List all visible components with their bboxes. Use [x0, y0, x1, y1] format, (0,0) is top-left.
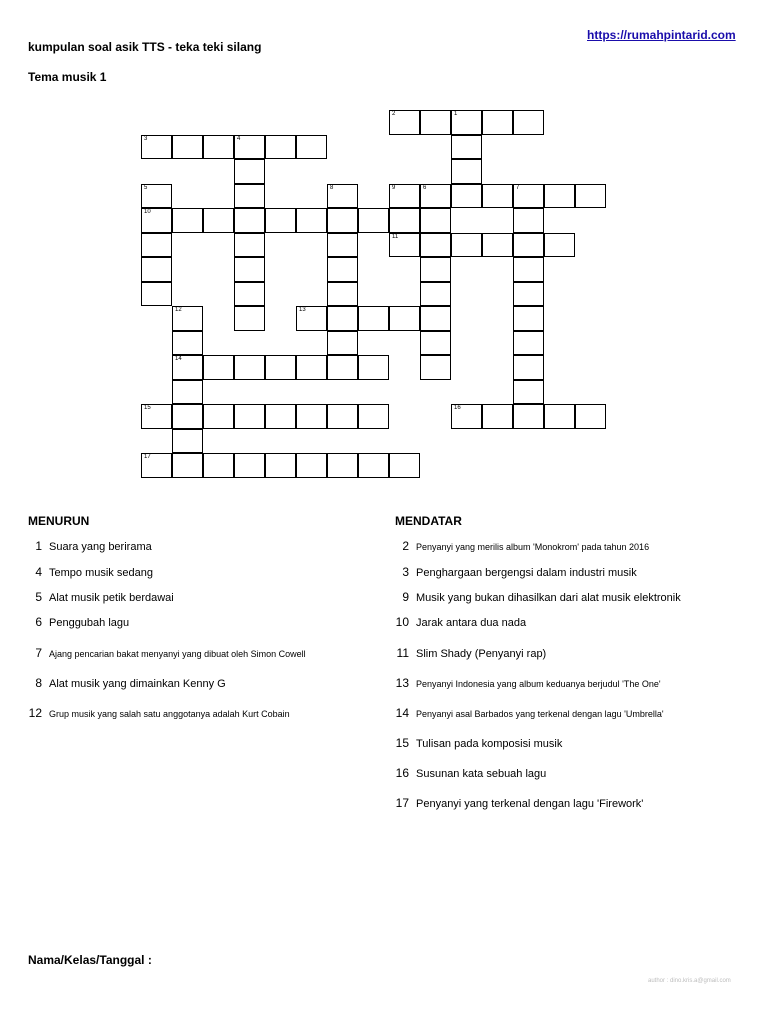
- crossword-cell[interactable]: [234, 306, 265, 331]
- crossword-cell[interactable]: [482, 404, 513, 429]
- crossword-cell[interactable]: [265, 135, 296, 160]
- cell-number: 10: [144, 209, 151, 215]
- cell-number: 6: [423, 184, 427, 191]
- crossword-cell[interactable]: [141, 257, 172, 282]
- clue-text: Grup musik yang salah satu anggotanya adalah Kurt Cobain: [49, 709, 290, 719]
- clue-item: [395, 590, 681, 604]
- crossword-cell[interactable]: [296, 355, 327, 380]
- cell-number: 16: [454, 405, 461, 411]
- clue-number: 17: [395, 796, 409, 810]
- cell-number: 1: [454, 111, 458, 117]
- clue-text: Tulisan pada komposisi musik: [416, 738, 563, 750]
- crossword-cell[interactable]: [451, 404, 482, 429]
- cell-number: 7: [516, 184, 520, 191]
- crossword-cell[interactable]: [234, 135, 265, 160]
- crossword-cell[interactable]: [420, 208, 451, 233]
- crossword-cell[interactable]: [141, 404, 172, 429]
- across-heading: MENDATAR: [395, 514, 462, 528]
- crossword-cell[interactable]: [172, 453, 203, 478]
- crossword-cell[interactable]: [296, 404, 327, 429]
- crossword-cell[interactable]: [141, 135, 172, 160]
- crossword-cell[interactable]: [265, 208, 296, 233]
- clue-text: Penyanyi yang terkenal dengan lagu 'Firework': [416, 798, 644, 810]
- cell-number: 14: [175, 356, 182, 362]
- clue-text: Jarak antara dua nada: [416, 617, 527, 629]
- cell-number: 17: [144, 454, 151, 460]
- crossword-cell[interactable]: [451, 184, 482, 209]
- crossword-cell[interactable]: [482, 184, 513, 209]
- clue-item: [28, 590, 174, 604]
- crossword-cell[interactable]: [327, 233, 358, 258]
- crossword-cell[interactable]: [172, 306, 203, 331]
- clue-number: 9: [402, 590, 409, 604]
- crossword-cell[interactable]: [420, 306, 451, 331]
- clue-number: 5: [35, 590, 42, 604]
- crossword-cell[interactable]: [327, 257, 358, 282]
- crossword-cell[interactable]: [203, 208, 234, 233]
- clue-item: [395, 646, 546, 660]
- crossword-cell[interactable]: [141, 233, 172, 258]
- clue-item: [28, 615, 129, 629]
- clue-text: Penggubah lagu: [49, 617, 130, 629]
- clue-number: 11: [396, 646, 409, 660]
- crossword-cell[interactable]: [296, 208, 327, 233]
- crossword-grid: [141, 110, 621, 480]
- clue-text: Ajang pencarian bakat menyanyi yang dibuat oleh Simon Cowell: [49, 649, 306, 659]
- crossword-cell[interactable]: [513, 404, 544, 429]
- crossword-cell[interactable]: [234, 282, 265, 307]
- crossword-cell[interactable]: [420, 355, 451, 380]
- cell-number: 15: [144, 405, 151, 411]
- crossword-cell[interactable]: [389, 233, 420, 258]
- clue-item: [28, 646, 306, 660]
- crossword-cell[interactable]: [327, 453, 358, 478]
- cell-number: 8: [330, 184, 334, 191]
- clue-text: Musik yang bukan dihasilkan dari alat musik elektronik: [416, 592, 681, 604]
- clue-number: 14: [395, 706, 409, 720]
- cell-number: 5: [144, 184, 148, 191]
- crossword-cell[interactable]: [172, 404, 203, 429]
- clue-number: 15: [395, 736, 409, 750]
- cell-number: 9: [392, 184, 396, 191]
- crossword-cell[interactable]: [296, 135, 327, 160]
- crossword-cell[interactable]: [296, 306, 327, 331]
- clue-text: Alat musik yang dimainkan Kenny G: [49, 678, 226, 690]
- crossword-cell[interactable]: [203, 135, 234, 160]
- crossword-cell[interactable]: [234, 404, 265, 429]
- clue-item: [28, 676, 226, 690]
- crossword-cell[interactable]: [575, 404, 606, 429]
- crossword-cell[interactable]: [172, 355, 203, 380]
- clue-text: Susunan kata sebuah lagu: [416, 768, 547, 780]
- crossword-cell[interactable]: [296, 453, 327, 478]
- crossword-cell[interactable]: [420, 282, 451, 307]
- cell-number: 3: [144, 135, 148, 142]
- clue-number: 8: [35, 676, 42, 690]
- crossword-cell[interactable]: [327, 282, 358, 307]
- cell-number: 13: [299, 307, 306, 313]
- clue-number: 3: [402, 565, 409, 579]
- clue-number: 4: [35, 565, 42, 579]
- crossword-cell[interactable]: [327, 404, 358, 429]
- crossword-cell[interactable]: [513, 184, 544, 209]
- crossword-cell[interactable]: [575, 184, 606, 209]
- crossword-cell[interactable]: [327, 184, 358, 209]
- crossword-cell[interactable]: [513, 208, 544, 233]
- crossword-cell[interactable]: [234, 233, 265, 258]
- crossword-cell[interactable]: [451, 135, 482, 160]
- crossword-cell[interactable]: [513, 306, 544, 331]
- clue-number: 2: [402, 539, 409, 553]
- crossword-cell[interactable]: [544, 184, 575, 209]
- theme-subtitle: Tema musik 1: [28, 70, 107, 84]
- crossword-cell[interactable]: [141, 184, 172, 209]
- cell-number: 12: [175, 307, 182, 313]
- crossword-cell[interactable]: [358, 453, 389, 478]
- clue-text: Penyanyi Indonesia yang album keduanya berjudul 'The One': [416, 679, 661, 689]
- crossword-cell[interactable]: [234, 453, 265, 478]
- crossword-cell[interactable]: [203, 453, 234, 478]
- clue-text: Penghargaan bergengsi dalam industri musik: [416, 567, 637, 579]
- crossword-cell[interactable]: [327, 208, 358, 233]
- website-link[interactable]: https://rumahpintarid.com: [587, 28, 736, 42]
- crossword-cell[interactable]: [141, 208, 172, 233]
- clue-item: [28, 565, 153, 579]
- clue-item: [395, 736, 562, 750]
- clue-number: 13: [395, 676, 409, 690]
- down-heading: MENURUN: [28, 514, 90, 528]
- crossword-cell[interactable]: [420, 257, 451, 282]
- clue-item: [395, 796, 643, 810]
- clue-item: [395, 615, 526, 629]
- crossword-cell[interactable]: [172, 429, 203, 454]
- crossword-cell[interactable]: [420, 110, 451, 135]
- clue-number: 7: [35, 646, 42, 660]
- clue-text: Alat musik petik berdawai: [49, 592, 174, 604]
- crossword-cell[interactable]: [265, 404, 296, 429]
- crossword-cell[interactable]: [451, 110, 482, 135]
- clue-number: 6: [35, 615, 42, 629]
- crossword-cell[interactable]: [451, 233, 482, 258]
- crossword-cell[interactable]: [327, 355, 358, 380]
- crossword-cell[interactable]: [544, 233, 575, 258]
- crossword-cell[interactable]: [482, 233, 513, 258]
- crossword-cell[interactable]: [203, 355, 234, 380]
- crossword-cell[interactable]: [420, 233, 451, 258]
- crossword-cell[interactable]: [234, 159, 265, 184]
- crossword-cell[interactable]: [358, 208, 389, 233]
- clue-item: [395, 539, 649, 553]
- clue-number: 12: [28, 706, 42, 720]
- crossword-cell[interactable]: [513, 282, 544, 307]
- name-class-date-label: Nama/Kelas/Tanggal :: [28, 953, 152, 967]
- crossword-cell[interactable]: [420, 184, 451, 209]
- crossword-cell[interactable]: [358, 404, 389, 429]
- crossword-cell[interactable]: [265, 453, 296, 478]
- crossword-cell[interactable]: [265, 355, 296, 380]
- crossword-cell[interactable]: [141, 282, 172, 307]
- crossword-cell[interactable]: [420, 331, 451, 356]
- crossword-cell[interactable]: [327, 306, 358, 331]
- crossword-cell[interactable]: [513, 331, 544, 356]
- crossword-cell[interactable]: [327, 331, 358, 356]
- cell-number: 4: [237, 135, 241, 142]
- crossword-cell[interactable]: [389, 306, 420, 331]
- crossword-cell[interactable]: [482, 110, 513, 135]
- clue-text: Penyanyi yang merilis album 'Monokrom' pada tahun 2016: [416, 542, 650, 552]
- clue-number: 1: [35, 539, 42, 553]
- crossword-cell[interactable]: [203, 404, 234, 429]
- clue-number: 16: [395, 766, 409, 780]
- crossword-cell[interactable]: [513, 380, 544, 405]
- crossword-cell[interactable]: [513, 233, 544, 258]
- clue-item: [28, 539, 152, 553]
- crossword-cell[interactable]: [358, 306, 389, 331]
- crossword-cell[interactable]: [513, 110, 544, 135]
- crossword-cell[interactable]: [389, 184, 420, 209]
- crossword-cell[interactable]: [358, 355, 389, 380]
- crossword-cell[interactable]: [389, 453, 420, 478]
- crossword-cell[interactable]: [389, 110, 420, 135]
- page-title: kumpulan soal asik TTS - teka teki silang: [28, 40, 262, 54]
- clue-number: 10: [395, 615, 409, 629]
- clue-item: [28, 706, 290, 720]
- crossword-cell[interactable]: [172, 208, 203, 233]
- clue-item: [395, 766, 546, 780]
- crossword-cell[interactable]: [141, 453, 172, 478]
- crossword-cell[interactable]: [234, 208, 265, 233]
- crossword-cell[interactable]: [389, 208, 420, 233]
- cell-number: 2: [392, 111, 396, 117]
- clue-item: [395, 676, 661, 690]
- cell-number: 11: [392, 233, 399, 240]
- clue-text: Suara yang berirama: [49, 541, 152, 553]
- clue-text: Slim Shady (Penyanyi rap): [416, 648, 547, 660]
- clue-item: [395, 565, 637, 579]
- crossword-cell[interactable]: [172, 331, 203, 356]
- crossword-cell[interactable]: [234, 257, 265, 282]
- crossword-cell[interactable]: [172, 135, 203, 160]
- crossword-cell[interactable]: [234, 184, 265, 209]
- clue-item: [395, 706, 664, 720]
- crossword-cell[interactable]: [451, 159, 482, 184]
- crossword-cell[interactable]: [234, 355, 265, 380]
- author-credit: author : dino.kris.a@gmail.com: [648, 978, 731, 984]
- crossword-cell[interactable]: [513, 355, 544, 380]
- crossword-cell[interactable]: [513, 257, 544, 282]
- clue-text: Penyanyi asal Barbados yang terkenal dengan lagu 'Umbrella': [416, 709, 664, 719]
- crossword-cell[interactable]: [544, 404, 575, 429]
- clue-text: Tempo musik sedang: [49, 567, 153, 579]
- crossword-cell[interactable]: [172, 380, 203, 405]
